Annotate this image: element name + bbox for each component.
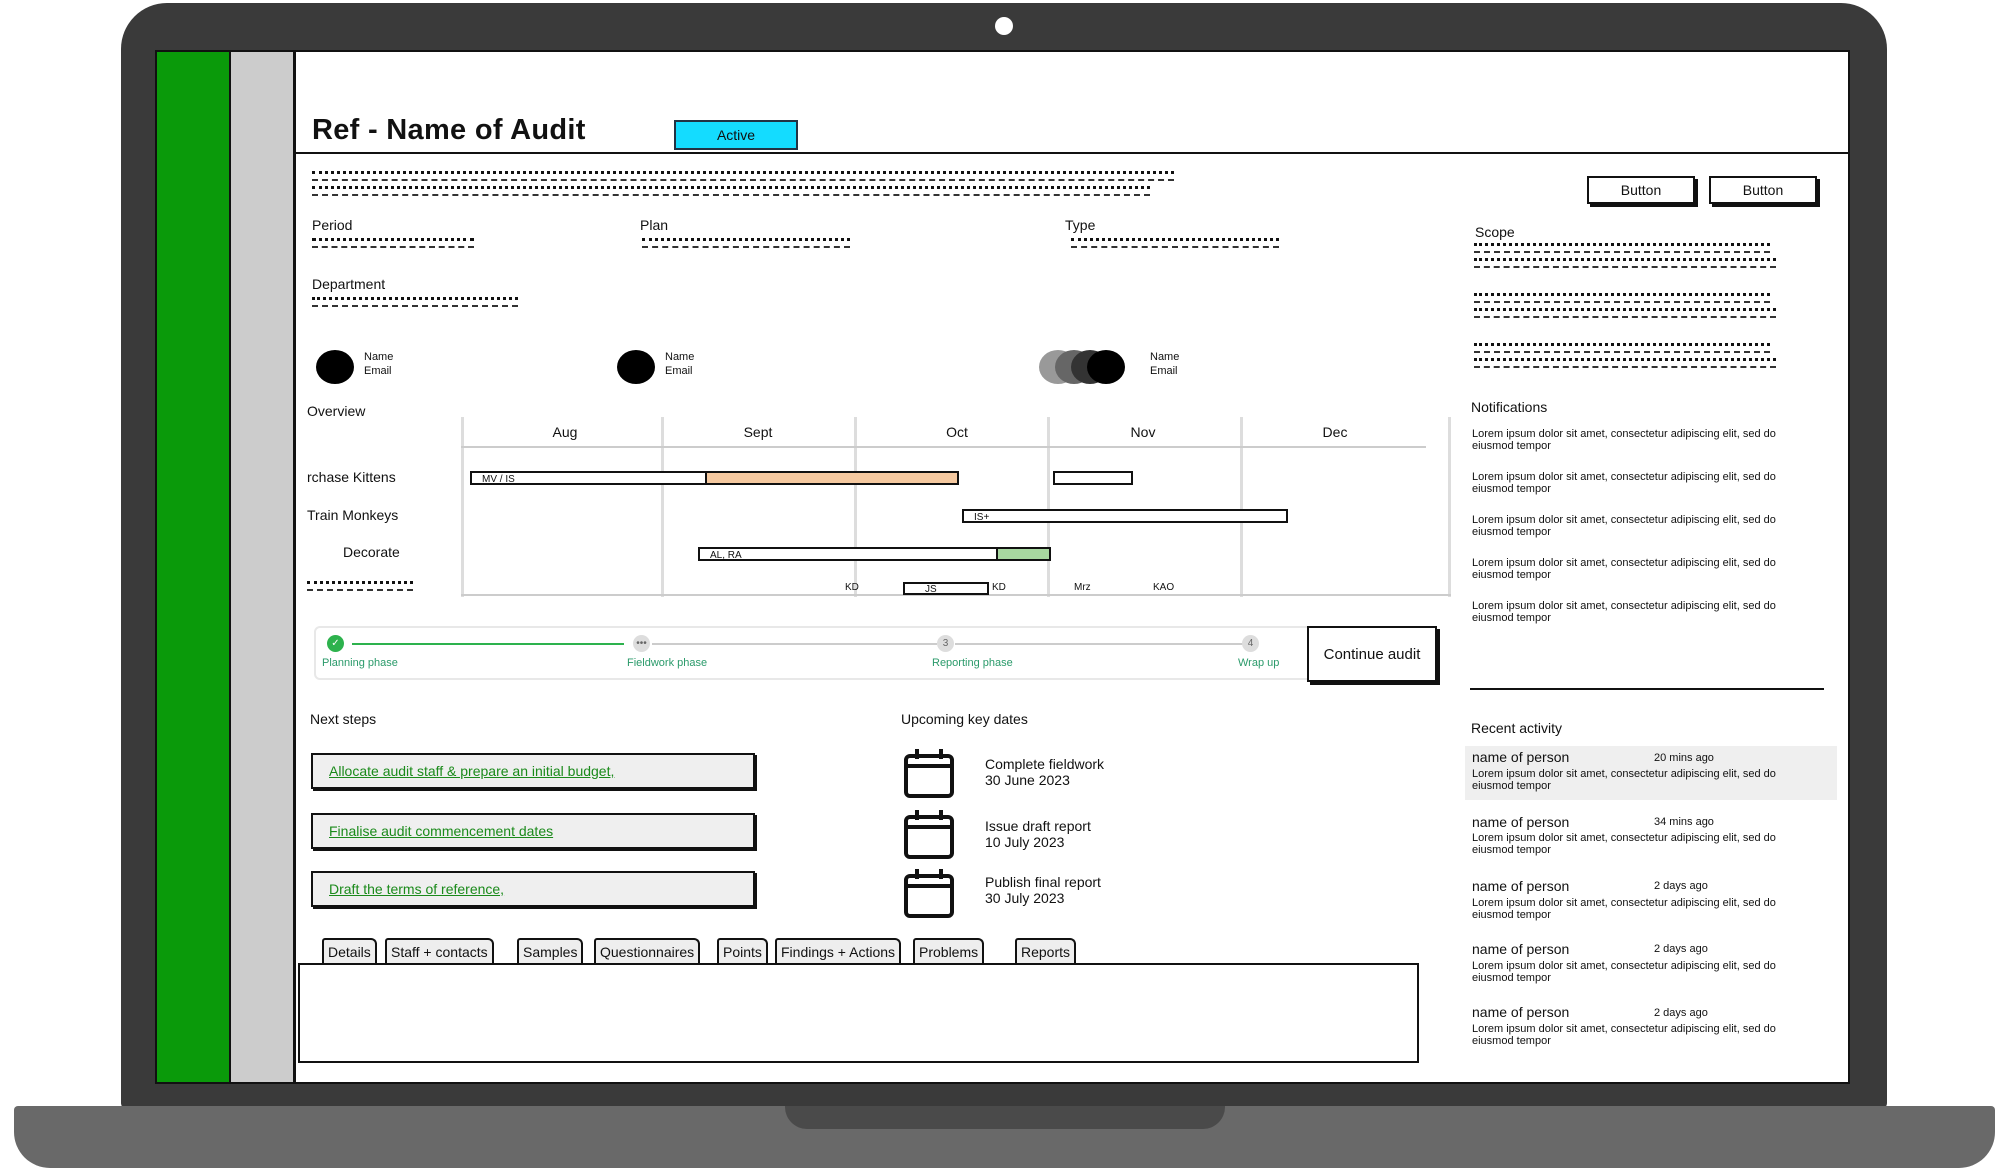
scope-line [1474,293,1770,303]
calendar-icon [903,807,955,866]
activity-time: 2 days ago [1654,943,1708,955]
plan-value [642,238,850,248]
scope-label: Scope [1475,224,1515,240]
gantt-gridline [1448,417,1451,597]
next-step-link[interactable]: Draft the terms of reference, [311,871,755,907]
tab-reports[interactable]: Reports [1015,938,1076,964]
stepper-line [955,643,1247,645]
laptop-notch [785,1106,1225,1129]
gantt-header-line [461,446,1426,448]
step-label: Fieldwork phase [627,657,708,669]
header-divider [295,152,1848,154]
gantt-bar[interactable]: JS [903,582,989,595]
key-date-date: 30 June 2023 [985,772,1070,788]
activity-person[interactable]: name of person [1472,814,1570,830]
status-badge: Active [674,120,798,150]
header-button-1[interactable]: Button [1587,176,1695,204]
department-value [312,297,518,307]
period-label: Period [312,217,353,233]
next-step-link[interactable]: Finalise audit commencement dates [311,813,755,849]
avatar[interactable] [617,350,655,384]
month-label: Dec [1322,424,1348,440]
next-step-link[interactable]: Allocate audit staff & prepare an initial budget, [311,753,755,789]
notification-item[interactable]: Lorem ipsum dolor sit amet, consectetur adipiscing elit, sed do eiusmod tempor [1472,428,1776,452]
recent-activity-title: Recent activity [1471,720,1563,736]
activity-text: Lorem ipsum dolor sit amet, consectetur adipiscing elit, sed do eiusmod tempor [1472,832,1776,856]
calendar-icon [903,866,955,925]
person-email: Email [1150,365,1178,377]
stepper-line [352,643,624,645]
activity-text: Lorem ipsum dolor sit amet, consectetur adipiscing elit, sed do eiusmod tempor [1472,768,1776,792]
tab-panel [298,963,1419,1063]
key-date-title: Issue draft report [985,818,1091,834]
gantt-gridline [1047,417,1050,597]
primary-sidebar [157,52,232,1082]
person-email: Email [665,365,693,377]
month-label: Aug [552,424,578,440]
notification-item[interactable]: Lorem ipsum dolor sit amet, consectetur adipiscing elit, sed do eiusmod tempor [1472,514,1776,538]
type-label: Type [1065,217,1096,233]
activity-time: 34 mins ago [1654,816,1714,828]
key-date-date: 30 July 2023 [985,890,1065,906]
section-divider [1470,688,1824,690]
person-email: Email [364,365,392,377]
continue-audit-button[interactable]: Continue audit [1307,626,1437,682]
notification-item[interactable]: Lorem ipsum dolor sit amet, consectetur adipiscing elit, sed do eiusmod tempor [1472,471,1776,495]
department-label: Department [312,276,386,292]
tab-points[interactable]: Points [717,938,768,964]
gantt-marker: KAO [1153,582,1175,593]
scope-line [1474,358,1776,368]
avatar[interactable] [316,350,354,384]
gantt-row-label: rchase Kittens [307,469,396,485]
person-name: Name [1150,351,1180,363]
step-number[interactable]: 3 [937,635,954,652]
step-label: Reporting phase [932,657,1013,669]
gantt-bar[interactable]: IS+ [962,509,1288,523]
notification-item[interactable]: Lorem ipsum dolor sit amet, consectetur adipiscing elit, sed do eiusmod tempor [1472,600,1776,624]
gantt-bar[interactable] [996,547,1051,561]
month-label: Oct [946,424,968,440]
page-title: Ref - Name of Audit [312,114,586,146]
tab-staff-contacts[interactable]: Staff + contacts [385,938,494,964]
tab-findings-actions[interactable]: Findings + Actions [775,938,901,964]
gantt-row-label: Decorate [343,544,400,560]
step-number[interactable]: 4 [1242,635,1259,652]
activity-time: 20 mins ago [1654,752,1714,764]
camera-icon [995,17,1013,35]
type-value [1071,238,1279,248]
tab-samples[interactable]: Samples [517,938,583,964]
secondary-sidebar [231,52,296,1082]
calendar-icon [903,746,955,805]
gantt-gridline [1240,417,1243,597]
overview-title: Overview [307,403,366,419]
avatar[interactable] [1087,350,1125,384]
plan-label: Plan [640,217,669,233]
scope-line [1474,258,1776,268]
step-label: Planning phase [322,657,398,669]
check-icon[interactable]: ✓ [327,635,344,652]
step-current[interactable]: ••• [633,635,650,652]
next-steps-title: Next steps [310,711,377,727]
gantt-marker: Mrz [1074,582,1091,593]
activity-person[interactable]: name of person [1472,941,1570,957]
activity-person[interactable]: name of person [1472,1004,1570,1020]
gantt-marker: KD [845,582,859,593]
gantt-bar[interactable]: AL, RA [698,547,998,561]
key-dates-title: Upcoming key dates [901,711,1028,727]
gantt-row-label: Train Monkeys [307,507,399,523]
notification-item[interactable]: Lorem ipsum dolor sit amet, consectetur adipiscing elit, sed do eiusmod tempor [1472,557,1776,581]
activity-person[interactable]: name of person [1472,878,1570,894]
gantt-bar[interactable] [1053,471,1133,485]
gantt-gridline [461,417,464,597]
activity-text: Lorem ipsum dolor sit amet, consectetur adipiscing elit, sed do eiusmod tempor [1472,960,1776,984]
gantt-bar[interactable]: MV / IS [470,471,707,485]
gantt-bar[interactable] [705,471,959,485]
header-button-2[interactable]: Button [1709,176,1817,204]
activity-time: 2 days ago [1654,1007,1708,1019]
description-line-1 [312,171,1174,181]
scope-line [1474,243,1770,253]
phase-stepper [314,626,1436,680]
screen [155,50,1850,1084]
activity-text: Lorem ipsum dolor sit amet, consectetur adipiscing elit, sed do eiusmod tempor [1472,897,1776,921]
period-value [312,238,474,248]
month-label: Sept [743,424,773,440]
scope-line [1474,343,1770,353]
key-date-title: Complete fieldwork [985,756,1105,772]
activity-time: 2 days ago [1654,880,1708,892]
notifications-title: Notifications [1471,399,1548,415]
tab-problems[interactable]: Problems [913,938,984,964]
description-line-2 [312,186,1150,196]
activity-text: Lorem ipsum dolor sit amet, consectetur adipiscing elit, sed do eiusmod tempor [1472,1023,1776,1047]
gantt-marker: KD [992,582,1006,593]
key-date-date: 10 July 2023 [985,834,1065,850]
month-label: Nov [1130,424,1156,440]
tab-questionnaires[interactable]: Questionnaires [594,938,700,964]
person-name: Name [665,351,695,363]
gantt-gridline [854,417,857,597]
stepper-line [652,643,937,645]
gantt-row-label-scribble [307,581,413,591]
scope-line [1474,308,1776,318]
activity-person[interactable]: name of person [1472,749,1570,765]
person-name: Name [364,351,394,363]
step-label: Wrap up [1238,657,1280,669]
key-date-title: Publish final report [985,874,1101,890]
tab-details[interactable]: Details [322,938,377,964]
gantt-gridline [661,417,664,597]
